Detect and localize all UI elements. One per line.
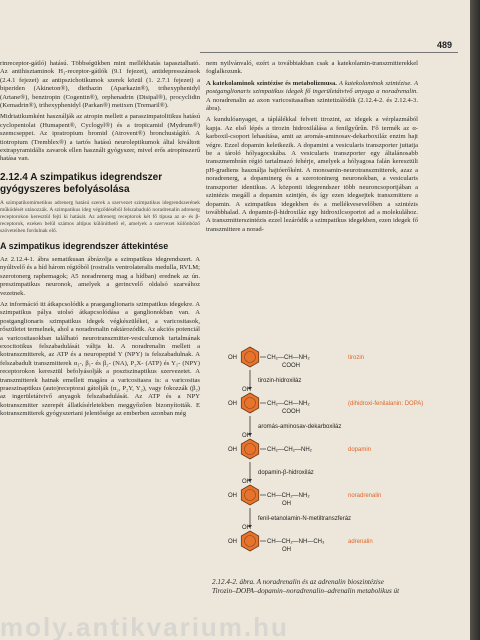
side-chain-group: OH bbox=[282, 547, 291, 553]
benzene-ring bbox=[241, 347, 258, 367]
side-chain-formula: CH₂—CH₂—NH₂ bbox=[267, 447, 312, 453]
paragraph: Midriatikumként használják az atropin mellett a paraszimpatolitikus hatású cyclopentolat (Humapent®, Cyclogyl®) és a tropicamid (Mydrum®) szemcseppet. Az ipratropium bromid (Atrovent®) bronchustágító. A tiotropium (Tremblex®) a tartós hatású neuroleptikumok által kiváltott extrapyramidális zavarok ellen használt gyógyszer, mivel erős atropinszerű hatása van. bbox=[0, 113, 200, 163]
paragraph-subhead: A katekolaminok szintézise és metabolizmusa. bbox=[206, 79, 337, 87]
enzyme-label: tirozin-hidroxiláz bbox=[258, 378, 302, 384]
caption-subtitle: Tirozin–DOPA–dopamin–noradrenalin–adrenalin metabolikus út bbox=[212, 587, 400, 595]
figure-caption bbox=[212, 578, 452, 596]
compound-label: adrenalin bbox=[348, 539, 373, 545]
hydroxyl-group: OH bbox=[228, 493, 237, 499]
side-chain-group: COOH bbox=[282, 363, 300, 369]
left-column bbox=[0, 60, 200, 422]
hydroxyl-group: OH bbox=[242, 433, 251, 439]
caption-title: 2.12.4-2. ábra. A noradrenalin és az adrenalin bioszintézise bbox=[212, 578, 384, 586]
enzyme-label: aromás-aminosav-dekarboxiláz bbox=[258, 424, 342, 430]
side-chain-group: COOH bbox=[282, 409, 300, 415]
benzene-ring bbox=[241, 485, 258, 505]
section-heading: 2.12.4 A szimpatikus idegrendszer gyógyszeres befolyásolása bbox=[0, 171, 163, 195]
benzene-ring bbox=[241, 439, 258, 459]
paragraph bbox=[206, 80, 418, 114]
enzyme-label: fenil-etanolamin-N-metiltranszferáz bbox=[258, 516, 352, 522]
hydroxyl-group: OH bbox=[228, 539, 237, 545]
side-chain-formula: CH—CH₂—NH—CH₃ bbox=[267, 539, 325, 545]
hydroxyl-group: OH bbox=[242, 387, 251, 393]
paragraph: A szimpatikomimetikus adrenerg hatású szerek a szervezet szimpatikus idegrendszerének működését utánozzák. A szimpatikus ideg végződéséből felszabaduló noradrenalin adrenerg receptorokon keresztül fejti ki hatását. Az adrenerg receptorok két fő típusa az α- és β-receptorok, ezeken belül számos altípus különíthető el, amelyek a szervezet különböző szöveteiben fordulnak elő. bbox=[0, 199, 200, 234]
compound-label: noradrenalin bbox=[348, 493, 382, 499]
side-chain-group: OH bbox=[282, 501, 291, 507]
benzene-ring bbox=[241, 393, 258, 413]
page-edge bbox=[470, 0, 480, 640]
header-rule bbox=[200, 52, 458, 53]
hydroxyl-group: OH bbox=[228, 401, 237, 407]
biosynthesis-diagram bbox=[210, 345, 460, 575]
hydroxyl-group: OH bbox=[242, 479, 251, 485]
side-chain-formula: CH₂—CH—NH₂ bbox=[267, 355, 310, 361]
hydroxyl-group: OH bbox=[228, 355, 237, 361]
paragraph: rinreceptor-gátló) hatású. Többségükben mint mellékhatás tapasztalható. Az antihisztaminok H₁-receptor-gátlók (9.1 fejezet), antidepresszánsok (2.4.1 fejezet) az antipszichotikumok szerek közül (1. 2.7.1 fejezet) a biperiden (Akineton®), diethazin (Aparkazin®), trihexyphenidyl (Artane®), benztropin (Cogentin®), orphenadrin (Disipal®), procyclidin (Kemadrin®), trihexyphenidyl (Parkan®) metixen (Tremaril®). bbox=[0, 60, 200, 110]
subsection-heading: A szimpatikus idegrendszer áttekintése bbox=[0, 240, 169, 251]
paragraph: A kundulóanyaget, a táplálékkal felvett tirozint, az idegek a vérplazmából kapja. Az első lépés a tirozin hidroxilálása a fenilgyűrűn. Fő termék az α-karboxil-csoport lehasítása, amit az aromás-aminosav-dekarboxiláz enzim hajt végre. Ezzel dopamin keletkezik. A dopamint a vesicularis transzporter juttatja be a tároló hólyagocskába. A vesicularis transzporter egy általánosabb transzmembrán régió tartalmazó fehérje, amelyek a hólyagosa falán keresztüli pH-gradiens használja hajtóerőként. A monoamin-neurotranszmitterek, azaz a noradrenerg, a dopaminerg és a szerotoninerg neuronokban, a vesicularis transzporter identikus. A központi idegrendszer több neuroncsoportjában a szintézis megáll a dopamin szintjén, és így ezen idegsejtek transzmittere a dopamin. A szimpatikus idegekben és a mellékvesevelőben a szintézis továbbhalad. A dopamin-β-hidroxiláz egy hidroxilcsoportot ad a molekulához. A transzmitterszintézis ezzel lezáródik a szimpatikus idegekben, ezen idegek fő transzmittere a norad- bbox=[206, 116, 418, 233]
benzene-ring bbox=[241, 531, 258, 551]
compound-label: dopamin bbox=[348, 447, 372, 453]
watermark: moly.antikvarium.hu bbox=[0, 612, 289, 640]
right-column bbox=[206, 60, 418, 237]
compound-label: (dihidroxi-fenilalanin: DOPA) bbox=[348, 401, 424, 407]
side-chain-formula: CH—CH₂—NH₂ bbox=[267, 493, 310, 499]
side-chain-formula: CH₂—CH—NH₂ bbox=[267, 401, 310, 407]
hydroxyl-group: OH bbox=[242, 525, 251, 531]
page-number: 489 bbox=[436, 40, 452, 50]
paragraph: nem nyilvánvaló, ezért a továbbiakban csak a katekolamin-transzmitterekkel foglalkozunk. bbox=[206, 60, 418, 76]
paragraph-text: A noradrenalin az axon varicositasaiban szintetizálódik (2.12.4-2. és 2.12.4-3. ábra). bbox=[206, 96, 418, 113]
paragraph: Az információ itt átkapcsolódik a praeganglionaris szimpatikus idegekre. A szimpatikus pálya utolsó átkapcsolódása a ganglionokban van. A postganglionaris szimpatikus idegek végkészülékei, a varicositasok, rőszületet termelnek, ahol a noradrenalin raktározódik. Az akciós potenciál a varicositasokban található neurotranszmitter-vesiculumok tartalmának exocitotikus felszabadulását váltja ki. A noradrenalin mellett a kotranszmitterek, az ATP és a neuropeptid Y (NPY) is felszabadulnak. A felszabadult transzmitterek α₁-, β₁- és β₂- (NA), P₂X- (ATP) és Y₁- (NPY) receptorokon keresztül befolyásolják a posztszinaptikus szervezetet. A transzmitterek hatnak emellett magára a varicositasra is: a varicositas praeszinaptikus (auto)receptorai gátolják (α₂, P₂Y, Y₂), vagy fokozzák (β₂) az ingerületátvivő anyagok felszabadulását. Az ATP és a NPY kotranszmitter szerepét állatkísérletekben meggyőzően bizonyították. E kotranszmitterek gyógyszertani jelentősége az emberben azonban még bbox=[0, 300, 200, 418]
enzyme-label: dopamin-β-hidroxiláz bbox=[258, 470, 314, 476]
italic-text: A katekolaminok szintézise. A postganglionaris szimpatikus idegek fő ingerületátvivő anyaga a noradrenalin. bbox=[206, 79, 418, 96]
paragraph: Az 2.12.4-1. ábra sematikusan ábrázolja a szimpatikus idegrendszert. A nyúltvelő és a híd három régióból (rostralis ventrolateralis medulla, RVLM; szerotonerg raphemagok; A5 noradrenerg mag a hídban) erednek az ún. preszimpatikus neuronok, amelyek a gerincvelő oldalsó szarvához vezetnek. bbox=[0, 255, 200, 297]
compound-label: tirozin bbox=[348, 355, 365, 361]
hydroxyl-group: OH bbox=[228, 447, 237, 453]
